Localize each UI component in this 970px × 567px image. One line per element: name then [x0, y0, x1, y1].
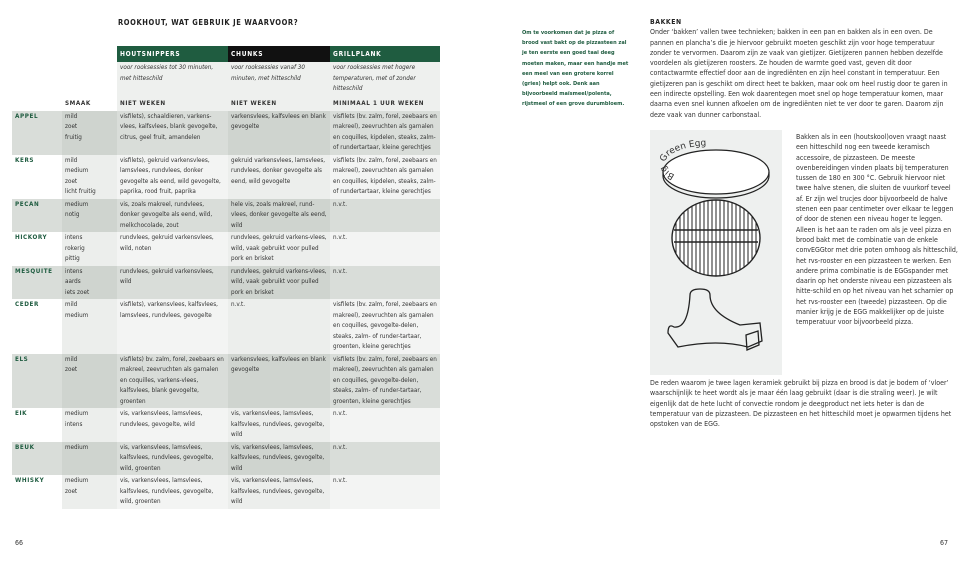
wood-name: ELS [12, 354, 62, 409]
grill-grid-icon [672, 200, 760, 276]
wood-name: PECAN [12, 199, 62, 233]
usage-cell: gekruid varkensvlees, lamsvlees, rundvlees, donker gevogelte als eend, wild gevogelte [228, 155, 330, 199]
intro-section [650, 17, 958, 120]
table-row [12, 266, 440, 300]
usage-cell: rundvlees, gekruid varkensvlees, wild, noten [117, 232, 228, 266]
usage-cell: n.v.t. [330, 475, 440, 509]
accessories-illustration [650, 130, 782, 375]
pizza-stone-icon [658, 138, 769, 198]
table-row [12, 442, 440, 476]
pizza-stone-text: Bakken als in een (houtskool)oven vraagt naast een hitteschild nog een tweede keramisch accessoire, de pizzasteen. De meeste ovenbereidingen vinden plaats bij temperaturen tussen de 180 en 300 °C. Gebruik hiervoor niet twee halve stenen, die sluiten de vuurkorf teveel af. Er zijn wel trucjes door bijvoorbeeld de halve stenen een paar centimeter over elkaar te leggen of door de stenen een niveau hoger te leggen. Alleen is het aan te raden om als je veel pizza en brood bakt met de combinatie van de enkele convEGGtor met drie poten omhoog als hitteschild, het rvs-rooster en een pizzasteen te werken. Een andere prima combinatie is de EGGspander met daarin op het onderste niveau een pizzasteen als hitte-schild en op het niveau van het scharnier op het rvs-rooster een (tweede) pizzasteen. Op die manier krijg je de EGG makkelijker op de juiste temperatuur voor bijvoorbeeld pizza. [796, 133, 958, 327]
smaak-label: SMAAK [65, 100, 91, 107]
column-chunks: CHUNKS [228, 46, 330, 62]
smoke-wood-table [12, 46, 440, 509]
column-note-row [12, 62, 440, 98]
table-title: ROOKHOUT, WAT GEBRUIK JE WAARVOOR? [118, 18, 299, 27]
usage-cell: rundvlees, gekruid varkens-vlees, wild, vaak gebruikt voor pulled pork en brisket [228, 266, 330, 300]
soak-label-row [12, 98, 440, 111]
flavor-cell: medium zoet [62, 475, 117, 509]
usage-cell: visfilets (bv. zalm, forel, zeebaars en makreel), zeevruchten als garnalen en coquilles, kipdelen, steaks, zalm- of rundertartaar, kleine gerechtjes [330, 111, 440, 155]
soak-label: NIET WEKEN [117, 98, 228, 111]
usage-cell: n.v.t. [228, 299, 330, 354]
usage-cell: vis, varkensvlees, lamsvlees, kalfsvlees, rundvlees, gevogelte, wild [228, 442, 330, 476]
intro-text: Onder ‘bakken’ vallen twee technieken; bakken in een pan en bakken als in een oven. De pannen en plancha’s die je hiervoor gebruikt moeten geschikt zijn voor hoge temperatuur zonder te vervormen. Daarom zijn ze vaak van gietijzer. Gietijzeren pannen hebben dezelfde voordelen als gietijzeren roosters. Ze houden de warmte goed vast, geven dit door contactwarmte effectief door aan de ingrediënten en zijn heel constant in temperatuur. Een gietijzeren pan is geschikt om direct heet te bakken, maar ook om heel rustig door te garen in een indirecte opstelling. Een wok daarentegen moet snel op hoge temperatuur komen, maar daarna even snel kunnen afkoelen om de ingrediënten niet te ver door te garen. Daarom zijn deze vaak van dunner carbonstaal. [650, 28, 948, 119]
column-note: voor rooksessies tot 30 minuten, met hitteschild [117, 62, 228, 98]
sidebar-tip: Om te voorkomen dat je pizza of brood vast bakt op de pizzasteen zal je ten eerste een goed taai deeg moeten maken, maar een handje met een meel van een grotere korrel (gries) helpt ook. Denk aan bijvoorbeeld maïsmeel/polenta, rijstmeel of een grove durumbloem. [522, 30, 629, 108]
wood-name: BEUK [12, 442, 62, 476]
usage-cell: visfilets), gekruid varkensvlees, lamsvlees, rundvlees, donker gevogelte als eend, wild gevogelte, paprika, rood fruit, paprika [117, 155, 228, 199]
usage-cell: visfilets (bv. zalm, forel, zeebaars en makreel), zeevruchten als garnalen en coquilles, gevogelte-delen, steaks, zalm- of runder-tartaar, groenten, kleine gerechtjes [330, 299, 440, 354]
flavor-cell: medium [62, 442, 117, 476]
usage-cell: n.v.t. [330, 232, 440, 266]
usage-cell: varkensvlees, kalfsvlees en blank gevogelte [228, 354, 330, 409]
usage-cell: visfilets (bv. zalm, forel, zeebaars en makreel), zeevruchten als garnalen en coquilles, gevogelte-delen, steaks, zalm- of runder-tartaar, groenten, kleine gerechtjes [330, 354, 440, 409]
stone-logo: Big Green Egg [657, 138, 707, 182]
flavor-cell: intens rokerig pittig [62, 232, 117, 266]
wood-name: APPEL [12, 111, 62, 155]
usage-cell: rundvlees, gekruid varkensvlees, wild [117, 266, 228, 300]
heat-deflector-icon [668, 289, 762, 350]
usage-cell: visfilets), varkensvlees, kalfsvlees, lamsvlees, rundvlees, gevogelte [117, 299, 228, 354]
wood-name: EIK [12, 408, 62, 442]
usage-cell: n.v.t. [330, 266, 440, 300]
usage-cell: n.v.t. [330, 199, 440, 233]
column-grillplank: GRILLPLANK [330, 46, 440, 62]
usage-cell: visfilets) bv. zalm, forel, zeebaars en makreel, zeevruchten als garnalen en coquilles, varkens-vlees, kalfsvlees, blank gevogelte, groenten [117, 354, 228, 409]
table-row [12, 232, 440, 266]
closing-text: De reden waarom je twee lagen keramiek gebruikt bij pizza en brood is dat je bodem of ‘vloer’ waarschijnlijk te heet wordt als je maar één laag gebruikt (daar is die straling weer). Je wilt eigenlijk dat de hete lucht of convectie rondom je deegproduct net iets heter is dan de temperatuur van de pizzasteen. De pizzasteen en het hitteschild moet je opwarmen tijdens het opstoken van de EGG. [650, 379, 952, 429]
usage-cell: n.v.t. [330, 442, 440, 476]
table-row [12, 408, 440, 442]
flavor-cell: intens aards iets zoet [62, 266, 117, 300]
usage-cell: n.v.t. [330, 408, 440, 442]
flavor-cell: mild medium [62, 299, 117, 354]
column-note: voor rooksessies met hogere temperaturen, met of zonder hitteschild [330, 62, 440, 98]
table-row [12, 111, 440, 155]
table-row [12, 199, 440, 233]
wood-name: WHISKY [12, 475, 62, 509]
flavor-cell: mild zoet [62, 354, 117, 409]
wood-name: CEDER [12, 299, 62, 354]
soak-label: MINIMAAL 1 UUR WEKEN [330, 98, 440, 111]
column-note: voor rooksessies vanaf 30 minuten, met hitteschild [228, 62, 330, 98]
usage-cell: vis, varkensvlees, lamsvlees, kalfsvlees, rundvlees, gevogelte, wild [228, 475, 330, 509]
usage-cell: rundvlees, gekruid varkens-vlees, wild, vaak gebruikt voor pulled pork en brisket [228, 232, 330, 266]
usage-cell: vis, zoals makreel, rundvlees, donker gevogelte als eend, wild, melkchocolade, zout [117, 199, 228, 233]
page-number-right: 67 [940, 539, 949, 547]
usage-cell: vis, varkensvlees, lamsvlees, rundvlees, gevogelte, wild [117, 408, 228, 442]
usage-cell: varkensvlees, kalfsvlees en blank gevogelte [228, 111, 330, 155]
column-houtsnippers: HOUTSNIPPERS [117, 46, 228, 62]
column-header-row [12, 46, 440, 62]
usage-cell: vis, varkensvlees, lamsvlees, kalfsvlees, rundvlees, gevogelte, wild, groenten [117, 475, 228, 509]
usage-cell: hele vis, zoals makreel, rund-vlees, donker gevogelte als eend, wild [228, 199, 330, 233]
flavor-cell: medium intens [62, 408, 117, 442]
soak-label: NIET WEKEN [228, 98, 330, 111]
flavor-cell: mild medium zoet licht fruitig [62, 155, 117, 199]
table-row [12, 475, 440, 509]
wood-name: KERS [12, 155, 62, 199]
usage-cell: vis, varkensvlees, lamsvlees, kalfsvlees, rundvlees, gevogelte, wild, groenten [117, 442, 228, 476]
flavor-cell: mild zoet fruitig [62, 111, 117, 155]
table-row [12, 299, 440, 354]
usage-cell: visfilets), schaaldieren, varkens-vlees, kalfsvlees, blank gevogelte, citrus, geel fruit, amandelen [117, 111, 228, 155]
usage-cell: vis, varkensvlees, lamsvlees, kalfsvlees, rundvlees, gevogelte, wild [228, 408, 330, 442]
flavor-cell: medium notig [62, 199, 117, 233]
wood-name: MESQUITE [12, 266, 62, 300]
page-number-left: 66 [15, 539, 24, 547]
usage-cell: visfilets (bv. zalm, forel, zeebaars en makreel), zeevruchten als garnalen en coquilles, kipdelen, steaks, zalm- of rundertartaar, kleine gerechtjes [330, 155, 440, 199]
table-row [12, 354, 440, 409]
table-row [12, 155, 440, 199]
wood-name: HICKORY [12, 232, 62, 266]
section-heading: BAKKEN [650, 18, 682, 26]
